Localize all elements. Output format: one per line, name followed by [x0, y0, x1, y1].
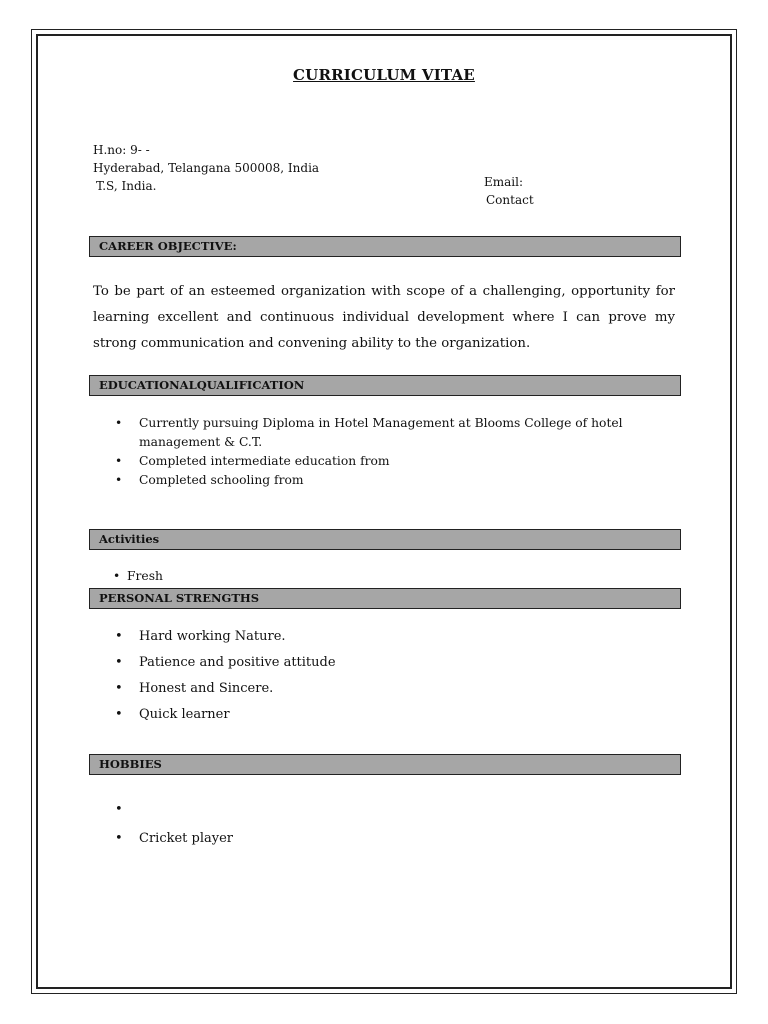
bullet-icon: •: [115, 416, 123, 430]
strength-item-text: Hard working Nature.: [139, 629, 286, 644]
career-objective-text: To be part of an esteemed organization with scope of a challenging, opportunity for learning excellent and continuous individual development where I can prove my strong communication and convening ability to the organization.: [93, 284, 675, 351]
education-list: [93, 414, 703, 490]
bullet-icon: •: [115, 629, 123, 644]
address-block: [93, 141, 319, 195]
email-label: Email:: [484, 175, 524, 189]
contact-label: Contact: [486, 193, 534, 207]
activities-heading: Activities: [89, 529, 681, 550]
list-item: [93, 795, 233, 824]
list-item: [93, 824, 233, 853]
list-item: [93, 676, 336, 702]
hobbies-list: [93, 795, 233, 853]
address-line-3: T.S, India.: [96, 179, 157, 193]
contact-block: [484, 173, 534, 209]
bullet-icon: •: [113, 569, 121, 583]
personal-strengths-list: [93, 624, 336, 728]
address-line-2: Hyderabad, Telangana 500008, India: [93, 161, 320, 175]
activities-list: [93, 567, 163, 586]
list-item: [93, 452, 703, 471]
education-item-text: Currently pursuing Diploma in Hotel Management at Blooms College of hotel management & C.T.: [139, 416, 623, 449]
education-item-text: Completed schooling from: [139, 473, 304, 487]
bullet-icon: •: [115, 802, 123, 817]
bullet-icon: •: [115, 707, 123, 722]
strength-item-text: Quick learner: [139, 707, 230, 722]
address-line-1: H.no: 9- -: [93, 143, 150, 157]
bullet-icon: •: [115, 831, 123, 846]
strength-item-text: Honest and Sincere.: [139, 681, 274, 696]
bullet-icon: •: [115, 454, 123, 468]
list-item: [93, 624, 336, 650]
career-objective-heading: CAREER OBJECTIVE:: [89, 236, 681, 257]
education-item-text: Completed intermediate education from: [139, 454, 390, 468]
list-item: [93, 414, 703, 452]
list-item: [93, 702, 336, 728]
hobbies-heading: HOBBIES: [89, 754, 681, 775]
bullet-icon: •: [115, 681, 123, 696]
hobby-item-text: Cricket player: [139, 831, 234, 846]
list-item: [93, 567, 163, 586]
education-heading: EDUCATIONALQUALIFICATION: [89, 375, 681, 396]
bullet-icon: •: [115, 473, 123, 487]
bullet-icon: •: [115, 655, 123, 670]
personal-strengths-heading: PERSONAL STRENGTHS: [89, 588, 681, 609]
strength-item-text: Patience and positive attitude: [139, 655, 336, 670]
list-item: [93, 471, 703, 490]
activity-item-text: Fresh: [127, 569, 163, 583]
document-title: CURRICULUM VITAE: [293, 66, 475, 84]
list-item: [93, 650, 336, 676]
